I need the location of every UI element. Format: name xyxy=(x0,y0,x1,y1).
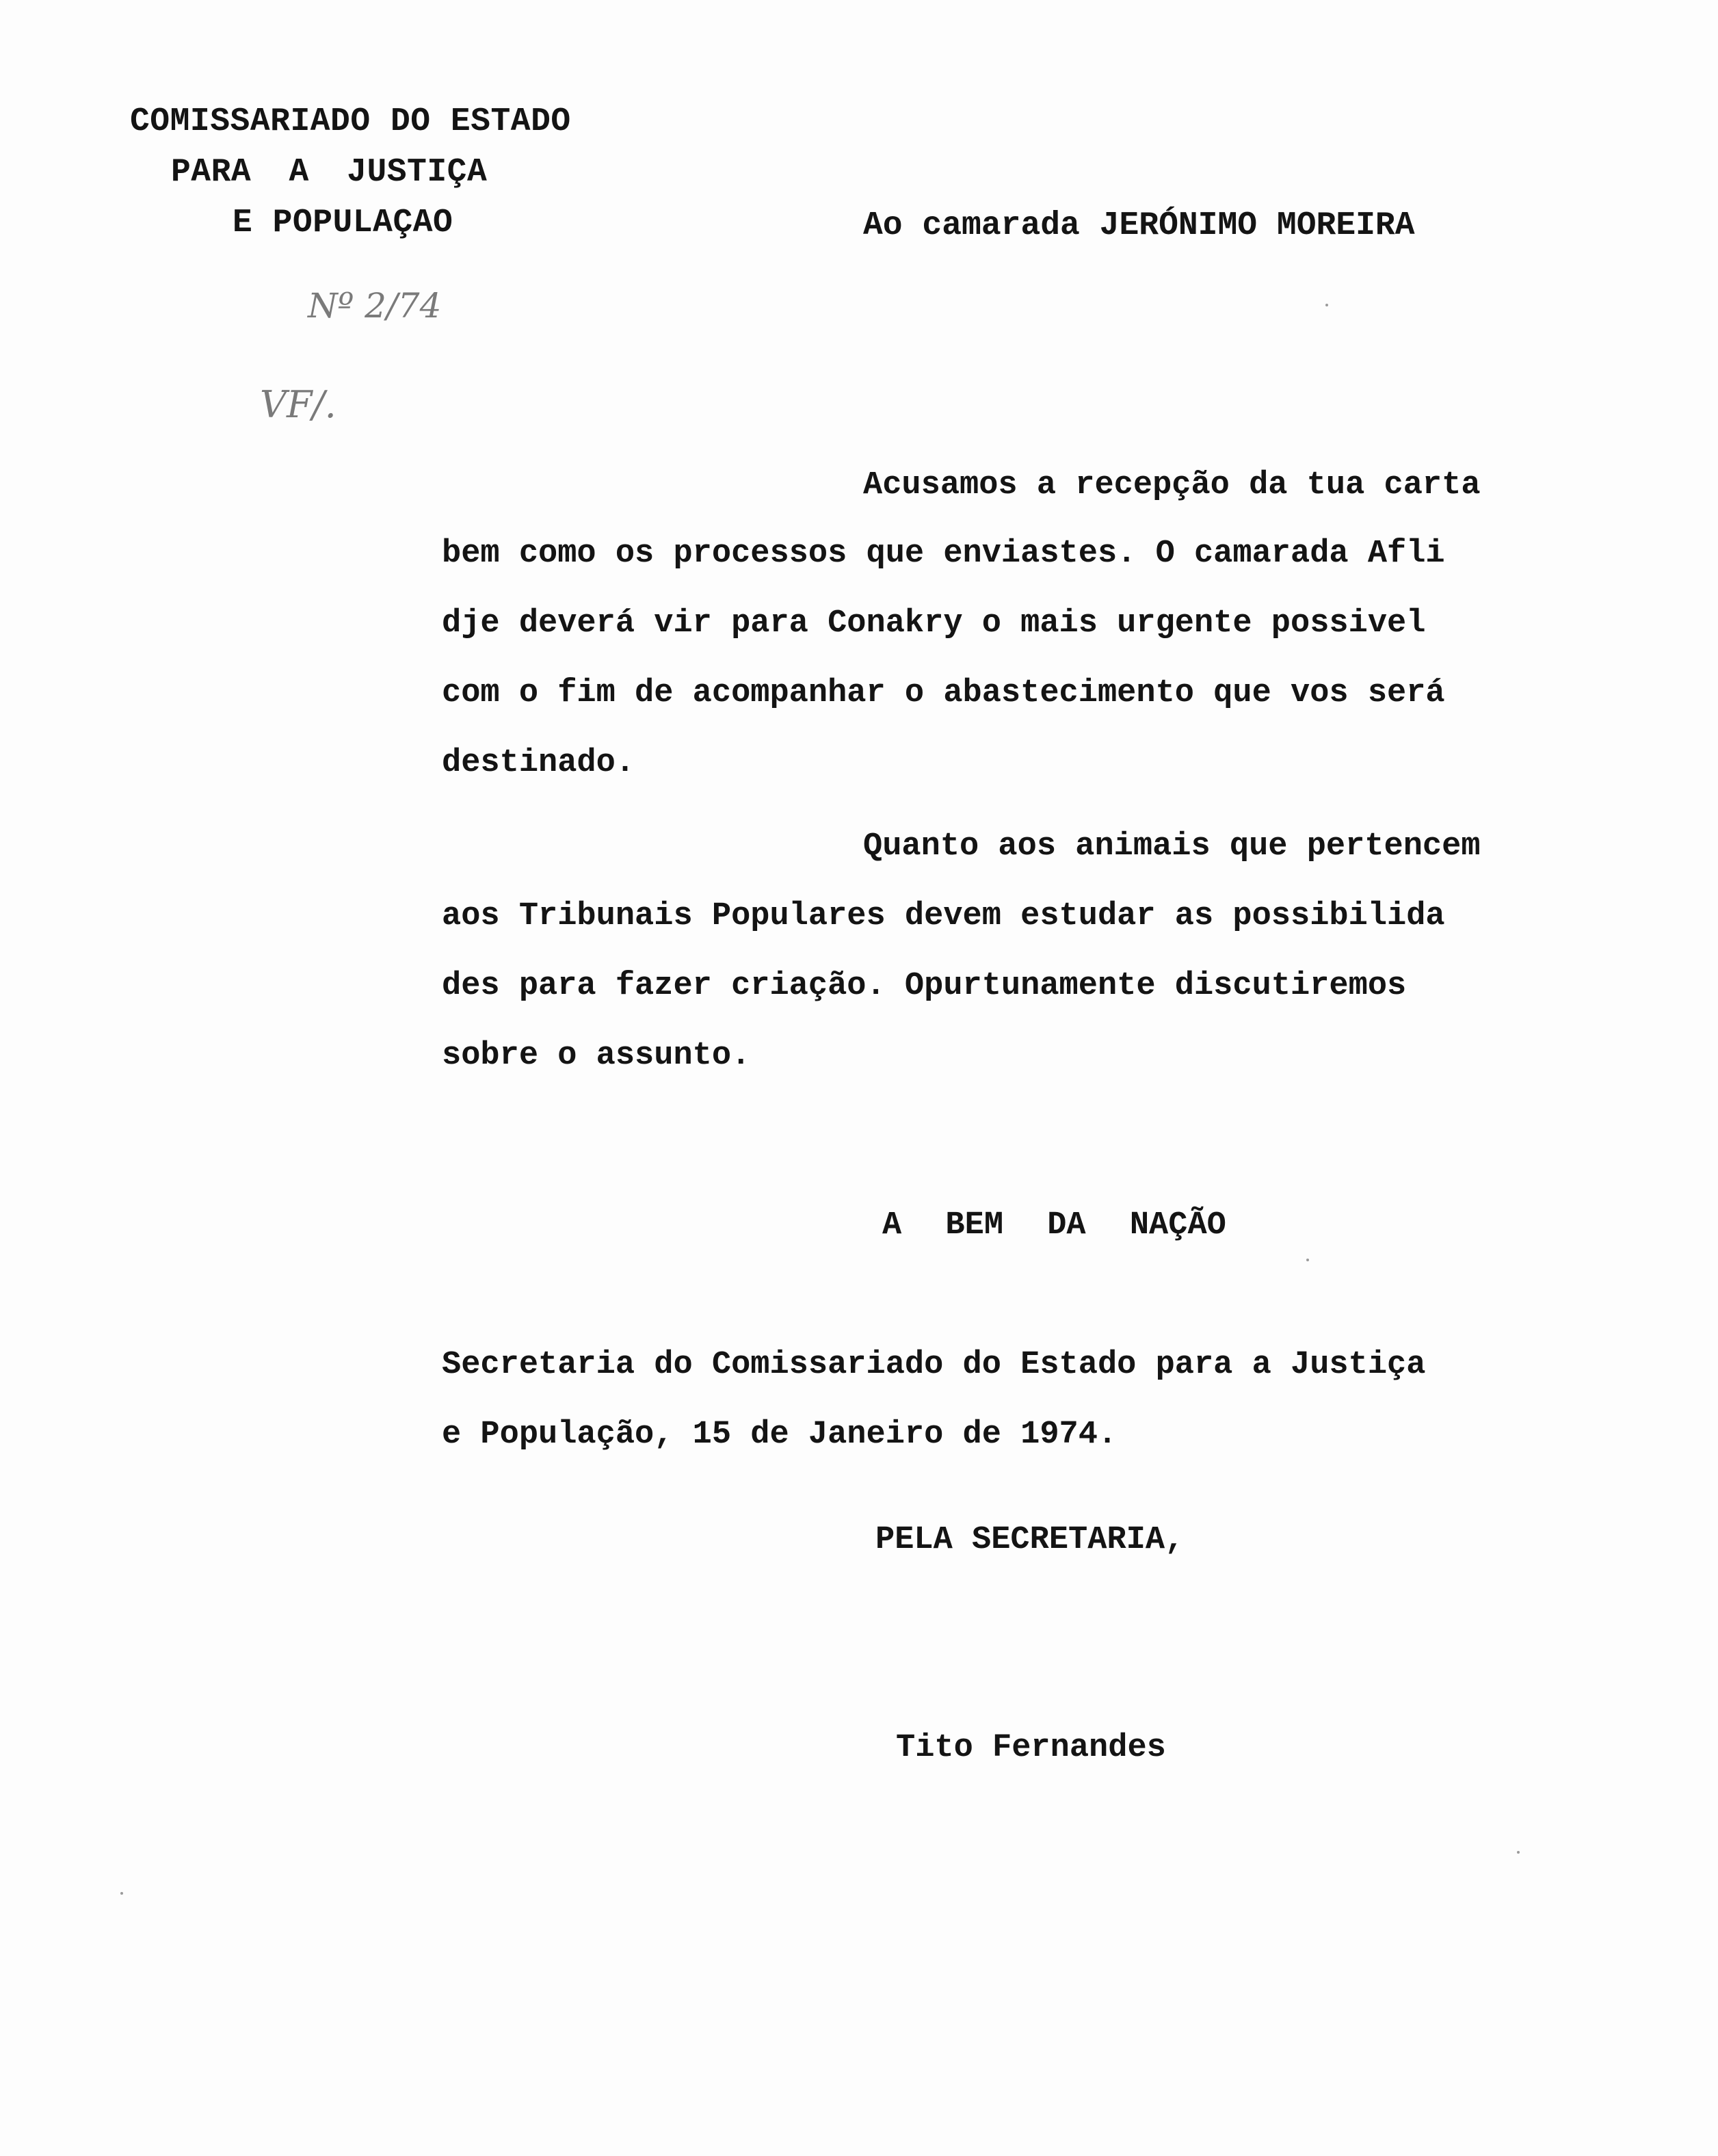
handwritten-initials: VF/. xyxy=(260,383,336,426)
paragraph-1-line-5: destinado. xyxy=(442,745,635,781)
paragraph-1-line-4: com o fim de acompanhar o abastecimento que vos será xyxy=(442,675,1445,711)
letterhead-line-2: PARA A JUSTIÇA xyxy=(171,154,488,191)
scan-speck xyxy=(1306,1259,1309,1261)
closing-motto: A BEM DA NAÇÃO xyxy=(882,1207,1226,1244)
signature-name: Tito Fernandes xyxy=(896,1730,1166,1766)
scan-speck xyxy=(1517,1851,1520,1854)
paragraph-1-line-1: Acusamos a recepção da tua carta xyxy=(863,467,1481,503)
handwritten-reference-number: Nº 2/74 xyxy=(308,286,442,326)
paragraph-2-line-2: aos Tribunais Populares devem estudar as possibilida xyxy=(442,898,1445,934)
scan-speck xyxy=(1325,304,1328,306)
scan-speck xyxy=(120,1892,123,1895)
addressee: Ao camarada JERÓNIMO MOREIRA xyxy=(863,207,1415,244)
paragraph-2-line-3: des para fazer criação. Opurtunamente discutiremos xyxy=(442,968,1407,1004)
signature-label: PELA SECRETARIA, xyxy=(875,1522,1185,1558)
paragraph-1-line-3: dje deverá vir para Conakry o mais urgente possivel xyxy=(442,605,1426,642)
place-date-line-2: e População, 15 de Janeiro de 1974. xyxy=(442,1417,1118,1453)
paragraph-2-line-1: Quanto aos animais que pertencem xyxy=(863,828,1481,865)
paragraph-1-line-2: bem como os processos que enviastes. O camarada Afli xyxy=(442,536,1445,572)
letterhead-line-3: E POPULAÇAO xyxy=(233,205,453,241)
letterhead-line-1: COMISSARIADO DO ESTADO xyxy=(130,103,571,140)
place-date-line-1: Secretaria do Comissariado do Estado para a Justiça xyxy=(442,1347,1426,1383)
paragraph-2-line-4: sobre o assunto. xyxy=(442,1038,751,1074)
